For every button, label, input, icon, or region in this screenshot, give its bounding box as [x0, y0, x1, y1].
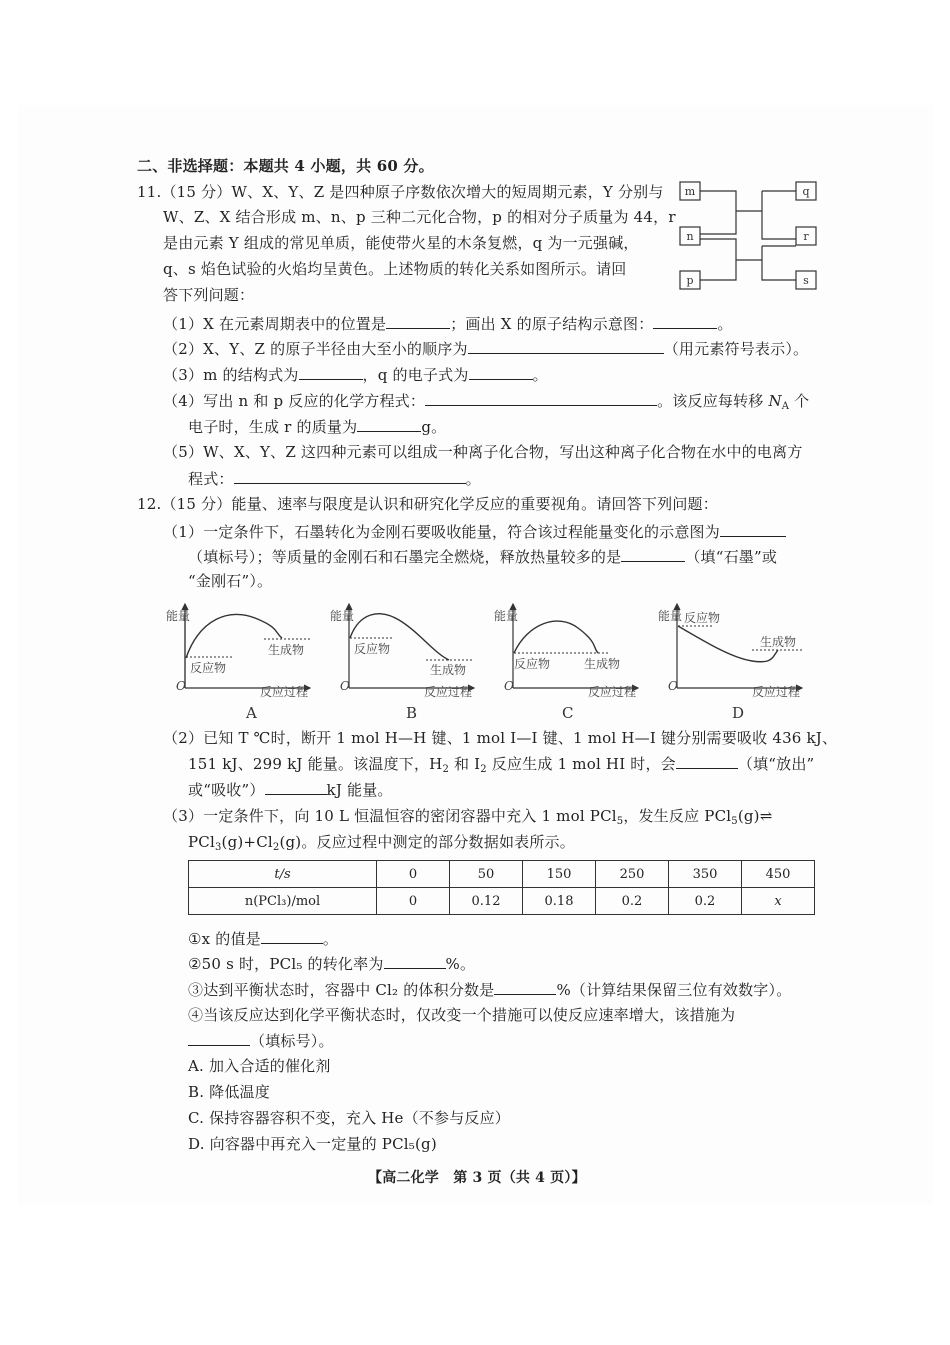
page-footer: 【高二化学 第 3 页（共 4 页）】 — [368, 1170, 586, 1186]
text: （填“石墨”或 — [685, 548, 778, 566]
option-c: C. 保持容器容积不变，充入 He（不参与反应） — [188, 1109, 511, 1127]
text: %。 — [445, 955, 476, 973]
answer-blank[interactable] — [188, 1030, 250, 1046]
answer-blank[interactable] — [653, 313, 717, 329]
table-cell: t/s — [189, 861, 377, 888]
table-cell: 50 — [450, 861, 523, 888]
text: 2 — [442, 764, 450, 775]
text: ①x 的值是 — [188, 930, 261, 948]
q11-sub3 — [163, 364, 548, 385]
origin-label: O — [504, 679, 514, 693]
q12-sub3 — [163, 806, 773, 826]
q11-line: 答下列问题： — [163, 286, 255, 304]
text: N — [768, 392, 782, 410]
text: ②50 s 时，PCl₅ 的转化率为 — [188, 955, 384, 973]
table-cell: 0.2 — [669, 888, 742, 915]
text: ，发生反应 PCl — [623, 807, 732, 825]
answer-blank[interactable] — [357, 416, 421, 432]
text: 反应生成 1 mol HI 时，会 — [486, 755, 676, 773]
reactant-label: 反应物 — [354, 642, 391, 656]
node-r: r — [803, 230, 809, 243]
q12-intro: 12.（15 分）能量、速率与限度是认识和研究化学反应的重要视角。请回答下列问题： — [137, 495, 718, 513]
product-label: 生成物 — [760, 635, 797, 649]
text: （4）写出 n 和 p 反应的化学方程式： — [163, 392, 426, 410]
q12-sub2-cont — [188, 753, 814, 774]
text: A — [781, 401, 790, 412]
text: (g)⇌ — [737, 807, 773, 825]
product-label: 生成物 — [430, 663, 467, 677]
graph-label: B — [406, 704, 418, 722]
section-heading: 二、非选择题：本题共 4 小题，共 60 分。 — [137, 157, 434, 175]
text: 。 — [717, 315, 733, 333]
text: (g)+Cl — [221, 833, 273, 851]
y-axis-label: 能量 — [330, 609, 355, 623]
text: （1）一定条件下，石墨转化为金刚石要吸收能量，符合该过程能量变化的示意图为 — [163, 523, 720, 541]
data-table — [188, 860, 815, 915]
text: 5 — [616, 816, 624, 827]
q11-sub4 — [163, 390, 809, 411]
answer-blank[interactable] — [425, 390, 657, 406]
text: ；画出 X 的原子结构示意图： — [450, 315, 654, 333]
q12-sub2: （2）已知 T ℃时，断开 1 mol H—H 键、1 mol I—I 键、1 mol H—I 键分别需要吸收 436 kJ、 — [163, 729, 838, 747]
text: （1）X 在元素周期表中的位置是 — [163, 315, 387, 333]
table-cell: 150 — [523, 861, 596, 888]
q12-item4-cont — [188, 1030, 334, 1051]
node-m: m — [684, 185, 696, 198]
answer-blank[interactable] — [621, 546, 685, 562]
text: （填标号）。 — [250, 1032, 334, 1050]
text: 。该反应每转移 — [657, 392, 769, 410]
q11-line: W、Z、X 结合形成 m、n、p 三种二元化合物，p 的相对分子质量为 44，r — [163, 208, 676, 226]
text: ③达到平衡状态时，容器中 Cl₂ 的体积分数是 — [188, 981, 495, 999]
text: （3）m 的结构式为 — [163, 366, 299, 384]
table-cell: 0.12 — [450, 888, 523, 915]
q11-line: q、s 焰色试验的火焰均呈黄色。上述物质的转化关系如图所示。请回 — [163, 260, 627, 278]
text: 程式： — [188, 470, 234, 488]
x-axis-label: 反应过程 — [752, 685, 801, 699]
q12-sub1-cont: “金刚石”）。 — [188, 572, 273, 590]
text: g。 — [421, 418, 447, 436]
table-cell: 450 — [742, 861, 815, 888]
table-cell: x — [742, 888, 815, 915]
text: 或“吸收”） — [188, 781, 265, 799]
q11-line: 是由元素 Y 组成的常见单质，能使带火星的木条复燃，q 为一元强碱， — [163, 234, 639, 252]
reactant-label: 反应物 — [684, 611, 721, 625]
answer-blank[interactable] — [468, 338, 664, 354]
answer-blank[interactable] — [676, 753, 738, 769]
y-axis-label: 能量 — [166, 609, 191, 623]
text: 个 — [789, 392, 810, 410]
text: 151 kJ、299 kJ 能量。该温度下，H — [188, 755, 443, 773]
origin-label: O — [176, 679, 186, 693]
table-cell: 0.2 — [596, 888, 669, 915]
answer-blank[interactable] — [261, 928, 323, 944]
text: 。 — [465, 470, 481, 488]
answer-blank[interactable] — [386, 313, 450, 329]
q12-sub2-cont — [188, 779, 393, 800]
table-header-row — [189, 861, 815, 888]
table-cell: 250 — [596, 861, 669, 888]
reactant-label: 反应物 — [190, 661, 227, 675]
text: kJ 能量。 — [326, 781, 393, 799]
text: (g)。反应过程中测定的部分数据如表所示。 — [279, 833, 575, 851]
answer-blank[interactable] — [494, 979, 556, 995]
graph-label: A — [246, 704, 257, 722]
option-b: B. 降低温度 — [188, 1083, 270, 1101]
text: 2 — [272, 842, 280, 853]
answer-blank[interactable] — [469, 364, 533, 380]
answer-blank[interactable] — [384, 953, 446, 969]
reactant-label: 反应物 — [514, 657, 551, 671]
text: （用元素符号表示）。 — [663, 340, 809, 358]
x-axis-label: 反应过程 — [588, 685, 637, 699]
origin-label: O — [668, 679, 678, 693]
q11-sub4-cont — [188, 416, 446, 437]
q11-sub5-cont — [188, 468, 481, 489]
q12-item3 — [188, 979, 791, 1000]
conversion-diagram — [678, 178, 823, 290]
text: 。 — [532, 366, 548, 384]
graph-d — [658, 604, 802, 722]
q12-item1 — [188, 928, 338, 949]
q12-sub1-cont — [188, 546, 777, 567]
text: 3 — [214, 842, 222, 853]
q11-sub5: （5）W、X、Y、Z 这四种元素可以组成一种离子化合物，写出这种离子化合物在水中的电离方 — [163, 443, 803, 461]
answer-blank[interactable] — [265, 779, 327, 795]
q11-line: 11.（15 分）W、X、Y、Z 是四种原子序数依次增大的短周期元素，Y 分别与 — [137, 183, 664, 201]
table-cell: 0 — [377, 861, 450, 888]
node-q: q — [802, 185, 810, 198]
text: ，q 的电子式为 — [362, 366, 469, 384]
graph-label: C — [562, 704, 574, 722]
y-axis-label: 能量 — [658, 609, 683, 623]
option-a: A. 加入合适的催化剂 — [188, 1057, 331, 1075]
graph-label: D — [732, 704, 745, 722]
text: 5 — [731, 816, 738, 827]
origin-label: O — [340, 679, 350, 693]
text: 和 I — [449, 755, 481, 773]
q12-sub3-cont — [188, 832, 575, 852]
node-s: s — [803, 274, 809, 287]
x-axis-label: 反应过程 — [424, 685, 473, 699]
table-cell: 0 — [377, 888, 450, 915]
graph-b — [330, 604, 474, 722]
table-cell: n(PCl₃)/mol — [189, 888, 377, 915]
text: 2 — [480, 764, 487, 775]
answer-blank[interactable] — [234, 468, 466, 484]
text: （2）X、Y、Z 的原子半径由大至小的顺序为 — [163, 340, 468, 358]
q11-sub1 — [163, 313, 733, 334]
table-cell: 0.18 — [523, 888, 596, 915]
product-label: 生成物 — [584, 657, 621, 671]
q12-item4: ④当该反应达到化学平衡状态时，仅改变一个措施可以使反应速率增大，该措施为 — [188, 1006, 736, 1024]
y-axis-label: 能量 — [494, 609, 519, 623]
graph-c — [494, 604, 638, 722]
answer-blank[interactable] — [299, 364, 363, 380]
text: 电子时，生成 r 的质量为 — [188, 418, 358, 436]
text: PCl — [188, 833, 215, 851]
q12-sub1 — [163, 521, 786, 542]
q11-sub2 — [163, 338, 808, 359]
option-d: D. 向容器中再充入一定量的 PCl₅(g) — [188, 1135, 437, 1153]
text: （填标号）；等质量的金刚石和石墨完全燃烧，释放热量较多的是 — [188, 548, 622, 566]
product-label: 生成物 — [268, 643, 305, 657]
table-cell: 350 — [669, 861, 742, 888]
text: （填“放出” — [737, 755, 815, 773]
energy-graphs — [160, 598, 830, 723]
answer-blank[interactable] — [720, 521, 786, 537]
text: %（计算结果保留三位有效数字）。 — [556, 981, 792, 999]
node-n: n — [686, 230, 694, 243]
x-axis-label: 反应过程 — [260, 685, 309, 699]
q12-item2 — [188, 953, 475, 974]
text: （3）一定条件下，向 10 L 恒温恒容的密闭容器中充入 1 mol PCl — [163, 807, 617, 825]
text: 。 — [322, 930, 339, 948]
table-row — [189, 888, 815, 915]
graph-a — [166, 604, 310, 722]
node-p: p — [686, 274, 694, 287]
